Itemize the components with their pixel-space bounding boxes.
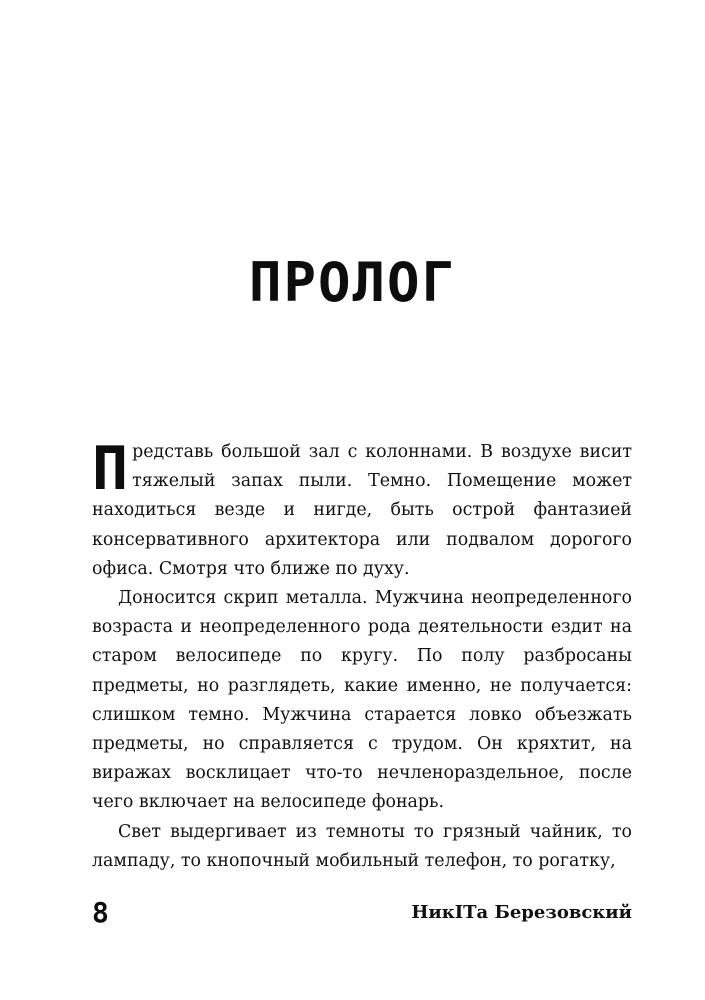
paragraph-2: Доносится скрип металла. Мужчина неопределенного возраста и неопределенного рода деятельности ездит на старом велосипеде по кругу. По полу разбросаны предметы, но разглядеть, какие именно, не получается: слишком темно. Мужчина старается ловко объезжать предметы, но справляется с трудом. Он кряхтит, на виражах восклицает что-то нечленораздельное, после чего включает на велосипеде фонарь. xyxy=(92,588,632,813)
page-footer xyxy=(92,895,632,931)
paragraph-3: Свет выдергивает из темноты то грязный чайник, то лампаду, то кнопочный мобильный телефон, то рогатку, xyxy=(92,821,632,871)
page-number: 8 xyxy=(92,896,109,929)
page-text xyxy=(92,434,632,876)
running-header-author: НикITа Березовский xyxy=(411,902,632,923)
paragraph-1-text: редставь большой зал с колоннами. В воздухе висит тяжелый запах пыли. Темно. Помещение может находиться везде и нигде, быть острой фантазией консервативного архитектора или подвалом дорогого офиса. Смотря что ближе по духу. xyxy=(92,442,632,579)
paragraph-1 xyxy=(92,434,632,584)
chapter-title: ПРОЛОГ xyxy=(248,251,457,314)
drop-cap: П xyxy=(92,434,129,504)
